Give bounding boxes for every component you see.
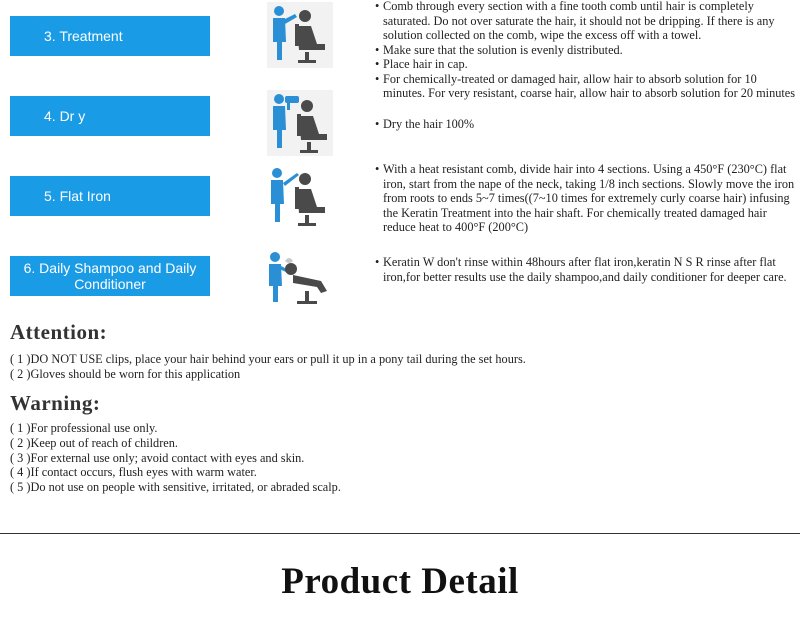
- warning-title: Warning:: [10, 391, 101, 415]
- hair-wash-icon: [265, 247, 335, 317]
- list-item: • For chemically-treated or damaged hair, allow hair to absorb solution for 10 minutes. For very resistant, coarse hair, allow hair to absorb solution for 20 minutes: [375, 71, 796, 100]
- step-4-description: [375, 117, 800, 132]
- list-item: • With a heat resistant comb, divide hair into 4 sections. Using a 450°F (230°C) flat iron, start from the nape of the neck, taking 1/8 inch sections. Slowly move the iron from roots to ends 5~7 times((7~10 times for extremely curly coarse hair) infusing the Keratin Treatment into the hair shaft. For chemically treated damaged hair reduce heat to 400°F (200°C): [375, 162, 795, 234]
- step-3-label-text: 3. Treatment: [44, 28, 123, 44]
- hair-dryer-icon: [265, 88, 335, 158]
- step-5-label: [10, 176, 210, 216]
- step-5-label-text: 5. Flat Iron: [44, 188, 111, 204]
- list-item: ( 3 )For external use only; avoid contact with eyes and skin.: [10, 450, 305, 465]
- step-3-label: [10, 16, 210, 56]
- list-item: ( 4 )If contact occurs, flush eyes with warm water.: [10, 465, 257, 480]
- list-item: • Make sure that the solution is evenly distributed.: [375, 42, 623, 57]
- step-4-label: [10, 96, 210, 136]
- step-4-label-text: 4. Dr y: [44, 108, 86, 124]
- step-3-description: [375, 0, 800, 101]
- product-detail-heading: Product Detail: [281, 561, 519, 602]
- list-item: ( 2 )Keep out of reach of children.: [10, 435, 178, 450]
- warning-list: [10, 421, 790, 495]
- list-item: • Dry the hair 100%: [375, 117, 475, 131]
- attention-list: [10, 352, 790, 382]
- hairdresser-combing-icon: [265, 0, 335, 70]
- list-item: • Comb through every section with a fine tooth comb until hair is completely saturated. Do not over saturate the hair, it should not be dripping. If there is any solution collected on the comb, wipe the excess off with a towel.: [375, 0, 775, 42]
- step-6-label: [10, 256, 210, 296]
- list-item: ( 1 )DO NOT USE clips, place your hair behind your ears or pull it up in a pony tail during the set hours.: [10, 352, 526, 366]
- list-item: • Place hair in cap.: [375, 57, 468, 71]
- list-item: ( 2 )Gloves should be worn for this application: [10, 366, 241, 381]
- list-item: ( 1 )For professional use only.: [10, 421, 158, 435]
- list-item: ( 5 )Do not use on people with sensitive, irritated, or abraded scalp.: [10, 480, 341, 495]
- list-item: • Keratin W don't rinse within 48hours after flat iron,keratin N S R rinse after flat iron,for better results use the daily shampoo,and daily conditioner for deeper care.: [375, 255, 787, 284]
- divider: [0, 533, 800, 534]
- flat-iron-icon: [265, 163, 335, 233]
- step-6-label-text: 6. Daily Shampoo and Daily Conditioner: [23, 260, 197, 292]
- attention-title: Attention:: [10, 320, 108, 344]
- step-6-description: [375, 255, 800, 284]
- step-5-description: [375, 162, 800, 235]
